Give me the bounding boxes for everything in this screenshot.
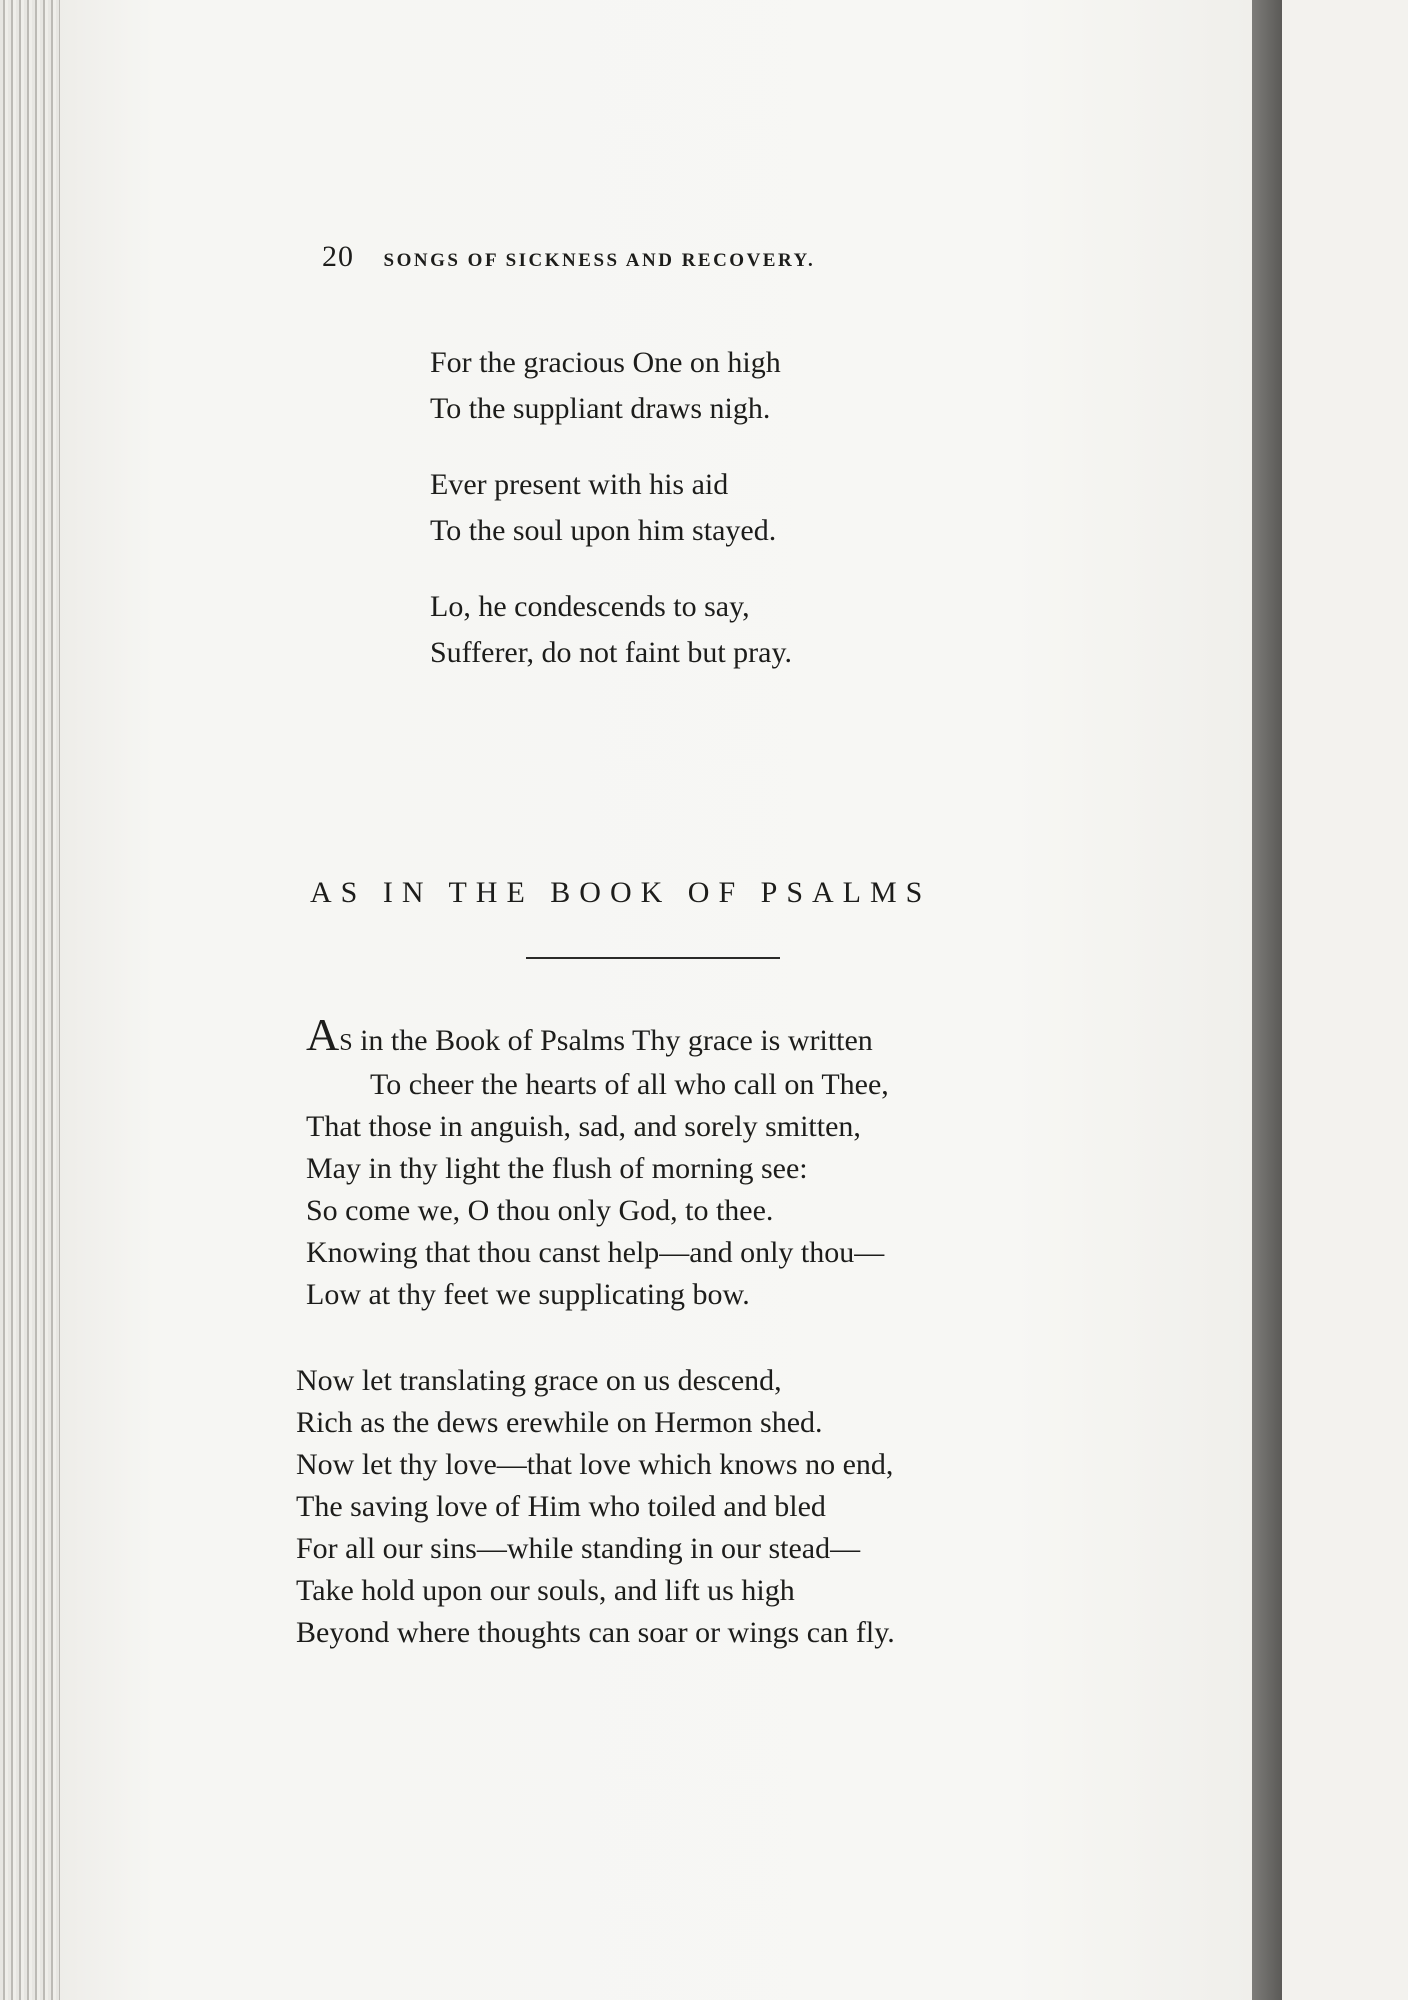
- book-page: [60, 0, 1252, 2000]
- verse-line: To the suppliant draws nigh.: [430, 392, 771, 425]
- verse-line: To cheer the hearts of all who call on Thee,: [370, 1068, 889, 1101]
- verse-line: The saving love of Him who toiled and bled: [296, 1490, 826, 1523]
- verse-line: So come we, O thou only God, to thee.: [306, 1194, 774, 1227]
- poem-stanza-1: [306, 1009, 889, 1316]
- verse-line: Ever present with his aid: [430, 468, 729, 501]
- verse-line: May in thy light the flush of morning see:: [306, 1152, 808, 1185]
- facing-page-margin: [1282, 0, 1408, 2000]
- verse-line: For the gracious One on high: [430, 346, 781, 379]
- verse-line: Rich as the dews erewhile on Hermon shed.: [296, 1406, 823, 1439]
- drop-cap: A: [306, 1009, 340, 1060]
- stanza-top-3: [430, 584, 792, 676]
- verse-line: That those in anguish, sad, and sorely smitten,: [306, 1110, 861, 1143]
- verse-line: For all our sins—while standing in our stead—: [296, 1532, 861, 1565]
- verse-line: Now let translating grace on us descend,: [296, 1364, 782, 1397]
- verse-line: Lo, he condescends to say,: [430, 590, 750, 623]
- poem-title: AS IN THE BOOK OF PSALMS: [310, 876, 932, 909]
- page-number: 20: [322, 240, 354, 273]
- stanza-top-2: [430, 462, 776, 554]
- verse-line: Knowing that thou canst help—and only thou—: [306, 1236, 885, 1269]
- verse-line: Take hold upon our souls, and lift us high: [296, 1574, 795, 1607]
- verse-line: To the soul upon him stayed.: [430, 514, 777, 547]
- verse-line: Now let thy love—that love which knows no end,: [296, 1448, 894, 1481]
- verse-line: Low at thy feet we supplicating bow.: [306, 1278, 750, 1311]
- title-rule: [526, 957, 780, 959]
- first-line-text: in the Book of Psalms Thy grace is written: [352, 1024, 873, 1057]
- verse-line: Sufferer, do not faint but pray.: [430, 636, 793, 669]
- running-title: SONGS OF SICKNESS AND RECOVERY.: [383, 250, 816, 271]
- verse-line: Beyond where thoughts can soar or wings can fly.: [296, 1616, 895, 1649]
- drop-cap-continuation: S: [339, 1030, 353, 1056]
- running-head: [322, 240, 1022, 274]
- verse-line-first: [306, 1009, 889, 1064]
- book-gutter: [1252, 0, 1282, 2000]
- poem-stanza-2: [296, 1360, 895, 1654]
- stanza-top-1: [430, 340, 781, 432]
